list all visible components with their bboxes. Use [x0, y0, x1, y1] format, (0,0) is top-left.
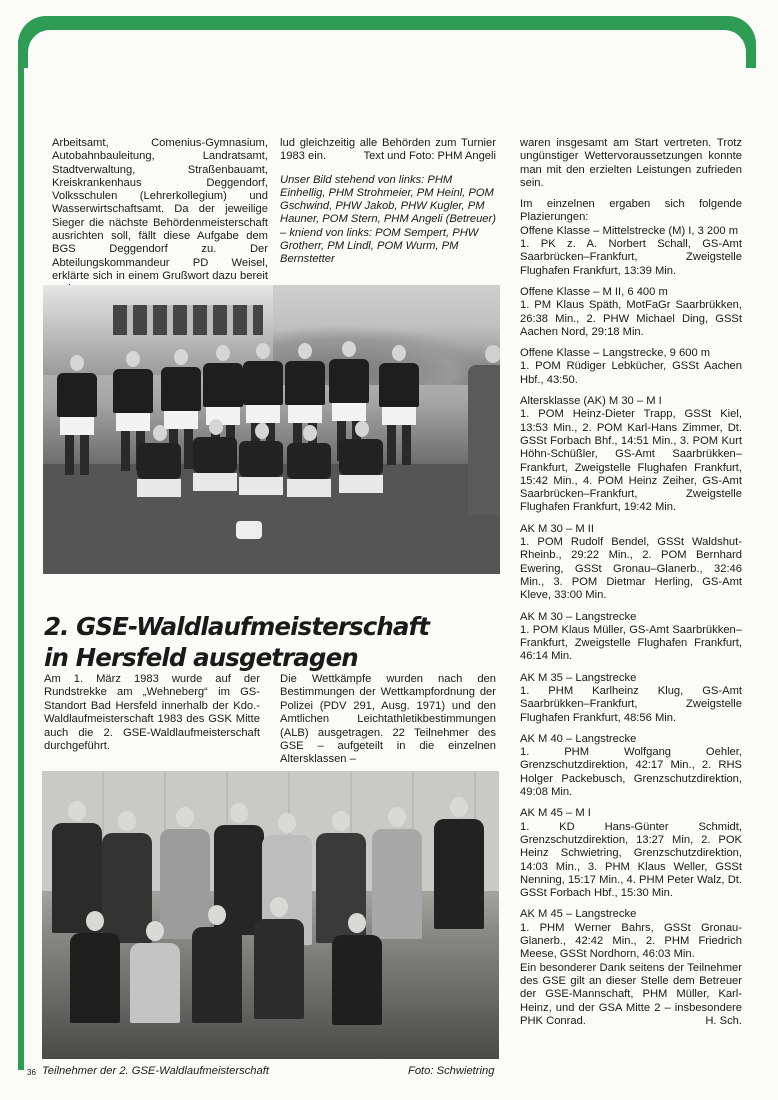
result-class-title: Offene Klasse – Langstrecke, 9 600 m [520, 347, 711, 360]
result-entries: 1. POM Rüdiger Lebkücher, GSSt Aachen Hbf., 43:50. [520, 360, 742, 386]
result-entries: 1. PHM Werner Bahrs, GSSt Gronau-Glanerb., 42:42 Min., 2. PHM Friedrich Meese, GSSt Nordhorn, 46:03 Min. [520, 921, 742, 961]
result-class-title: AK M 30 – Langstrecke [520, 610, 637, 623]
result-block [520, 347, 742, 387]
group-member-front [254, 897, 304, 1019]
coach-in-coat [465, 345, 500, 525]
team-photo-caption: Unser Bild stehend von links: PHM Einhellig, PHM Strohmeier, PM Heinl, POM Gschwind, PHW Jakob, PHW Kugler, PM Hauner, POM Stern, PHM Angeli (Betreuer) – kniend von links: POM Sempert, PHW Grotherr, PM Lindl, POM Wurm, PM Bernstetter [280, 173, 496, 266]
results-intro: waren insgesamt am Start vertreten. Trotz ungünstiger Wettervoraussetzungen konnte man mit den erzielten Leistungen zufrieden sein. [520, 137, 742, 189]
column-2 [280, 137, 496, 267]
result-class-title: AK M 30 – M II [520, 522, 594, 535]
kneeling-player [339, 421, 385, 493]
article-continuation-text: Arbeitsamt, Comenius-Gymnasium, Autobahnbauleitung, Landratsamt, Stadtverwaltung, Straßenbauamt, Kreiskrankenhaus Deggendorf, Volksschulen (Lehrerkollegium) und Wasserwirtschaftsamt. Da der jeweilige Sieger die nächste Behördenmeisterschaft ausrichten soll, fällt diese Aufgabe dem BGS Deggendorf zu. Der Abteilungskommandeur PD Weisel, erklärte sich in einem Grußwort dazu bereit [52, 137, 268, 282]
text-photo-credit: Text und Foto: PHM Angeli [363, 150, 496, 163]
result-block [520, 672, 742, 725]
result-entries: 1. PHM Karlheinz Klug, GS-Amt Saarbrükken–Frankfurt, Zweigstelle Flughafen Frankfurt, 48:56 Min. [520, 684, 742, 724]
result-block [520, 395, 742, 515]
thanks-text: Ein besonderer Dank seitens der Teilnehmer des GSE gilt an dieser Stelle dem Betreuer der GSE-Mannschaft, PHM Müller, Karl-Heinz, und der GSA Mitte 2 – insbesondere PHK Conrad. [520, 961, 742, 1027]
author-signature: H. Sch. [705, 1014, 742, 1027]
result-entries: 1. POM Rudolf Bendel, GSSt Waldshut-Rheinb., 29:22 Min., 2. POM Bernhard Ewering, GSSt Gronau–Glanerb., 32:46 Min., 3. POM Dietmar Herling, GS-Amt Kleve, 33:00 Min. [520, 536, 742, 602]
group-member-front [192, 905, 242, 1023]
article-intro-right [280, 673, 496, 767]
column-1 [52, 137, 268, 297]
group-photo-credit: Foto: Schwietring [408, 1065, 495, 1077]
result-class-title: AK M 45 – M I [520, 807, 591, 820]
intro-right-text: Die Wettkämpfe wurden nach den Bestimmungen der Wettkampfordnung der Polizei (PDV 291, Ausg. 1971) und den Amtlichen Leichtathletikbestimmungen (ALB) ausgetragen. 22 Teilnehmer des GSE – aufgeteilt in die einzelnen Altersklassen – [280, 673, 496, 766]
group-member-front [130, 921, 180, 1023]
green-header-band [18, 16, 756, 68]
result-entries: 1. POM Klaus Müller, GS-Amt Saarbrükken–Frankfurt, Zweigstelle Flughafen Frankfurt, 46:14 Min. [520, 623, 742, 663]
result-class-title: AK M 45 – Langstrecke [520, 908, 637, 921]
standing-player [57, 355, 97, 475]
green-margin-line [18, 40, 24, 1070]
group-photo [42, 771, 499, 1059]
result-entries: 1. PHM Wolfgang Oehler, Grenzschutzdirektion, 42:17 Min., 2. RHS Holger Packebusch, Grenzschutzdirektion, 49:08 Min. [520, 746, 742, 799]
article-intro-left [44, 673, 260, 753]
result-class-title: Offene Klasse – Mittelstrecke (M) I, 3 200 m [520, 224, 739, 237]
result-entries: 1. PK z. A. Norbert Schall, GS-Amt Saarbrücken–Frankfurt, Zweigstelle Flughafen Frankfurt, 13:39 Min. [520, 238, 742, 277]
kneeling-player [287, 425, 333, 497]
trophy-cups [236, 521, 262, 539]
results-lead: Im einzelnen ergaben sich folgende Plazierungen: [520, 198, 742, 224]
headline-line-2: in Hersfeld ausgetragen [44, 643, 358, 672]
result-class-title: Offene Klasse – M II, 6 400 m [520, 285, 668, 298]
headline-line-1: 2. GSE-Waldlaufmeisterschaft [44, 612, 430, 641]
result-class-title: Altersklasse (AK) M 30 – M I [520, 395, 662, 408]
column-3-results [520, 137, 742, 1028]
result-block [520, 225, 742, 278]
closing-sentence: lud gleichzeitig alle Behörden zum Turnier 1983 ein. [280, 137, 496, 163]
result-block [520, 611, 742, 664]
intro-left-text: Am 1. März 1983 wurde auf der Rundstrekke am „Wehneberg“ im GS-Standort Bad Hersfeld innerhalb der Kdo.-Waldlaufmeisterschaft 1983 des GSK Mitte auch die 2. GSE-Waldlaufmeisterschaft durchgeführt. [44, 673, 260, 753]
kneeling-player [239, 423, 285, 495]
thanks-paragraph [520, 962, 742, 1028]
results-list [520, 225, 742, 962]
result-block [520, 286, 742, 339]
result-block [520, 908, 742, 961]
group-member-front [332, 913, 382, 1025]
article-closing-text [280, 137, 496, 164]
group-photo-caption: Teilnehmer der 2. GSE-Waldlaufmeisterschaft [42, 1065, 269, 1077]
result-block [520, 807, 742, 900]
page-number: 36 [27, 1068, 36, 1077]
group-member [434, 797, 484, 929]
result-block [520, 523, 742, 603]
kneeling-player [193, 419, 239, 491]
result-entries: 1. KD Hans-Günter Schmidt, Grenzschutzdirektion, 13:27 Min, 2. POK Heinz Schwietring, Grenzschutzdirektion, 14:03 Min., 3. PHM Klaus Weller, GSSt Nenning, 15:17 Min., 4. PHM Peter Walz, Dt. GSSt Forbach Hbf., 15:30 Min. [520, 820, 742, 900]
standing-player [379, 345, 419, 465]
team-photo [43, 285, 500, 574]
kneeling-player [137, 425, 183, 497]
article-headline [44, 611, 504, 673]
result-class-title: AK M 40 – Langstrecke [520, 732, 637, 745]
result-entries: 1. POM Heinz-Dieter Trapp, GSSt Kiel, 13:53 Min., 2. POM Karl-Hans Zimmer, Dt. GSSt Forbach Bhf., 14:51 Min., 3. POM Kurt Höhn-Schüßler, GS-Amt Saarbrükken–Frankfurt, Zweigstelle Flughafen Frankfurt, 15:42 Min., 4. POM Heinz Zeiher, GS-Amt Saarbrücken–Frankfurt, Zweigstelle Flughafen Frankfurt, 19:42 Min. [520, 408, 742, 514]
group-member-front [70, 911, 120, 1023]
result-entries: 1. PM Klaus Späth, MotFaGr Saarbrükken, 26:38 Min., 2. PHW Michael Ding, GSSt Aachen Nord, 29:18 Min. [520, 299, 742, 338]
result-block [520, 733, 742, 799]
result-class-title: AK M 35 – Langstrecke [520, 671, 637, 684]
